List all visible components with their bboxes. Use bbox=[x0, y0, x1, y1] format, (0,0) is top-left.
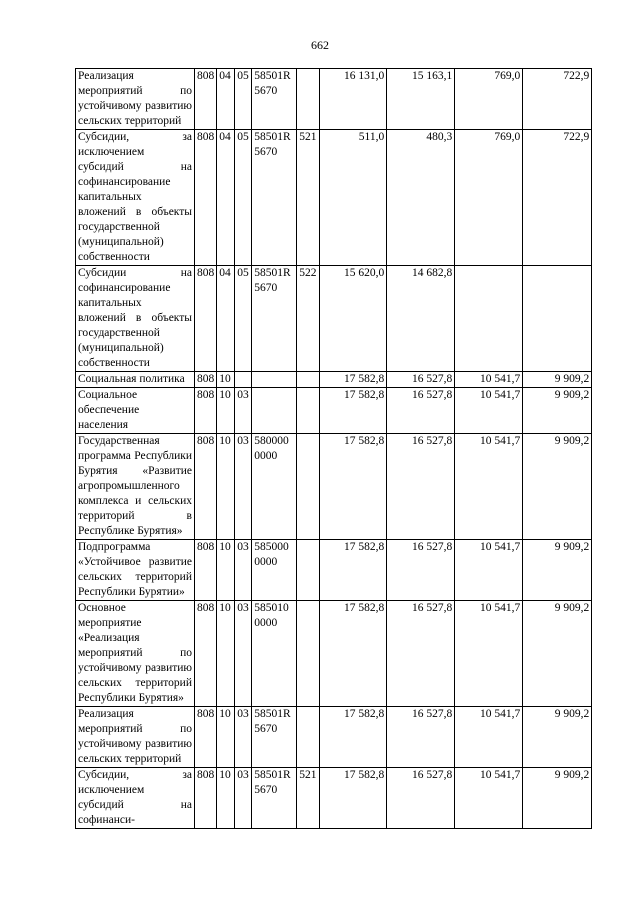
section-code: 10 bbox=[217, 707, 235, 768]
amount-1: 15 620,0 bbox=[320, 266, 387, 372]
amount-1: 17 582,8 bbox=[320, 707, 387, 768]
ministry-code: 808 bbox=[195, 768, 217, 829]
amount-4: 9 909,2 bbox=[523, 372, 592, 388]
subsection-code: 03 bbox=[235, 601, 252, 707]
subsection-code: 03 bbox=[235, 388, 252, 434]
subsection-code: 03 bbox=[235, 540, 252, 601]
amount-3: 10 541,7 bbox=[455, 768, 523, 829]
expense-type-code bbox=[297, 388, 320, 434]
amount-2: 16 527,8 bbox=[387, 768, 455, 829]
amount-4 bbox=[523, 266, 592, 372]
row-name: Социальная политика bbox=[76, 372, 195, 388]
expense-type-code bbox=[297, 601, 320, 707]
section-code: 10 bbox=[217, 540, 235, 601]
amount-4: 9 909,2 bbox=[523, 434, 592, 540]
amount-3: 10 541,7 bbox=[455, 540, 523, 601]
section-code: 10 bbox=[217, 372, 235, 388]
row-name: Социальное обеспечение населения bbox=[76, 388, 195, 434]
amount-3: 10 541,7 bbox=[455, 434, 523, 540]
target-article-code: 580000 0000 bbox=[252, 434, 297, 540]
ministry-code: 808 bbox=[195, 707, 217, 768]
row-name: Субсидии на софинансирование капитальных вложений в объекты государственной (муниципальной) собственности bbox=[76, 266, 195, 372]
expense-type-code: 521 bbox=[297, 130, 320, 266]
table-row bbox=[76, 768, 592, 829]
ministry-code: 808 bbox=[195, 601, 217, 707]
table-row bbox=[76, 388, 592, 434]
amount-4: 9 909,2 bbox=[523, 768, 592, 829]
expense-type-code bbox=[297, 540, 320, 601]
section-code: 04 bbox=[217, 266, 235, 372]
table-row bbox=[76, 434, 592, 540]
row-name: Основное мероприятие «Реализация мероприятий по устойчивому развитию сельских территорий Республики Бурятия» bbox=[76, 601, 195, 707]
table-row bbox=[76, 601, 592, 707]
budget-table bbox=[75, 68, 592, 829]
subsection-code: 05 bbox=[235, 266, 252, 372]
table-row bbox=[76, 266, 592, 372]
amount-1: 16 131,0 bbox=[320, 69, 387, 130]
table-row bbox=[76, 707, 592, 768]
amount-3: 769,0 bbox=[455, 69, 523, 130]
amount-2: 16 527,8 bbox=[387, 707, 455, 768]
ministry-code: 808 bbox=[195, 130, 217, 266]
amount-2: 16 527,8 bbox=[387, 372, 455, 388]
amount-1: 511,0 bbox=[320, 130, 387, 266]
amount-3: 769,0 bbox=[455, 130, 523, 266]
subsection-code: 03 bbox=[235, 434, 252, 540]
section-code: 10 bbox=[217, 434, 235, 540]
amount-4: 9 909,2 bbox=[523, 601, 592, 707]
amount-3: 10 541,7 bbox=[455, 372, 523, 388]
amount-1: 17 582,8 bbox=[320, 372, 387, 388]
amount-2: 16 527,8 bbox=[387, 601, 455, 707]
subsection-code: 05 bbox=[235, 69, 252, 130]
table-row bbox=[76, 540, 592, 601]
row-name: Реализация мероприятий по устойчивому развитию сельских территорий bbox=[76, 707, 195, 768]
amount-3: 10 541,7 bbox=[455, 388, 523, 434]
target-article-code bbox=[252, 388, 297, 434]
amount-3: 10 541,7 bbox=[455, 707, 523, 768]
row-name: Реализация мероприятий по устойчивому развитию сельских территорий bbox=[76, 69, 195, 130]
amount-2: 16 527,8 bbox=[387, 388, 455, 434]
section-code: 10 bbox=[217, 388, 235, 434]
amount-2: 14 682,8 bbox=[387, 266, 455, 372]
row-name: Государственная программа Республики Бурятия «Развитие агропромышленного комплекса и сельских территорий в Республике Бурятия» bbox=[76, 434, 195, 540]
expense-type-code bbox=[297, 372, 320, 388]
target-article-code: 58501R 5670 bbox=[252, 768, 297, 829]
ministry-code: 808 bbox=[195, 388, 217, 434]
expense-type-code bbox=[297, 434, 320, 540]
target-article-code: 585000 0000 bbox=[252, 540, 297, 601]
table-body bbox=[76, 69, 592, 829]
target-article-code: 58501R 5670 bbox=[252, 69, 297, 130]
amount-4: 722,9 bbox=[523, 69, 592, 130]
subsection-code bbox=[235, 372, 252, 388]
amount-1: 17 582,8 bbox=[320, 540, 387, 601]
subsection-code: 05 bbox=[235, 130, 252, 266]
section-code: 10 bbox=[217, 601, 235, 707]
page-number: 662 bbox=[311, 38, 329, 52]
amount-2: 16 527,8 bbox=[387, 434, 455, 540]
ministry-code: 808 bbox=[195, 69, 217, 130]
subsection-code: 03 bbox=[235, 768, 252, 829]
table-row bbox=[76, 130, 592, 266]
target-article-code: 585010 0000 bbox=[252, 601, 297, 707]
target-article-code: 58501R 5670 bbox=[252, 130, 297, 266]
expense-type-code bbox=[297, 707, 320, 768]
amount-1: 17 582,8 bbox=[320, 434, 387, 540]
target-article-code: 58501R 5670 bbox=[252, 266, 297, 372]
subsection-code: 03 bbox=[235, 707, 252, 768]
amount-3: 10 541,7 bbox=[455, 601, 523, 707]
amount-2: 15 163,1 bbox=[387, 69, 455, 130]
expense-type-code: 521 bbox=[297, 768, 320, 829]
ministry-code: 808 bbox=[195, 266, 217, 372]
amount-4: 9 909,2 bbox=[523, 707, 592, 768]
amount-4: 9 909,2 bbox=[523, 388, 592, 434]
section-code: 04 bbox=[217, 130, 235, 266]
section-code: 04 bbox=[217, 69, 235, 130]
row-name: Подпрограмма «Устойчивое развитие сельских территорий Республики Бурятии» bbox=[76, 540, 195, 601]
expense-type-code: 522 bbox=[297, 266, 320, 372]
expense-type-code bbox=[297, 69, 320, 130]
amount-2: 480,3 bbox=[387, 130, 455, 266]
ministry-code: 808 bbox=[195, 540, 217, 601]
table-row bbox=[76, 69, 592, 130]
target-article-code bbox=[252, 372, 297, 388]
amount-4: 9 909,2 bbox=[523, 540, 592, 601]
target-article-code: 58501R 5670 bbox=[252, 707, 297, 768]
amount-1: 17 582,8 bbox=[320, 388, 387, 434]
amount-1: 17 582,8 bbox=[320, 601, 387, 707]
section-code: 10 bbox=[217, 768, 235, 829]
table-row bbox=[76, 372, 592, 388]
row-name: Субсидии, за исключением субсидий на софинансирование капитальных вложений в объекты государственной (муниципальной) собственности bbox=[76, 130, 195, 266]
row-name: Субсидии, за исключением субсидий на софинанси- bbox=[76, 768, 195, 829]
ministry-code: 808 bbox=[195, 434, 217, 540]
amount-3 bbox=[455, 266, 523, 372]
amount-2: 16 527,8 bbox=[387, 540, 455, 601]
amount-4: 722,9 bbox=[523, 130, 592, 266]
ministry-code: 808 bbox=[195, 372, 217, 388]
amount-1: 17 582,8 bbox=[320, 768, 387, 829]
